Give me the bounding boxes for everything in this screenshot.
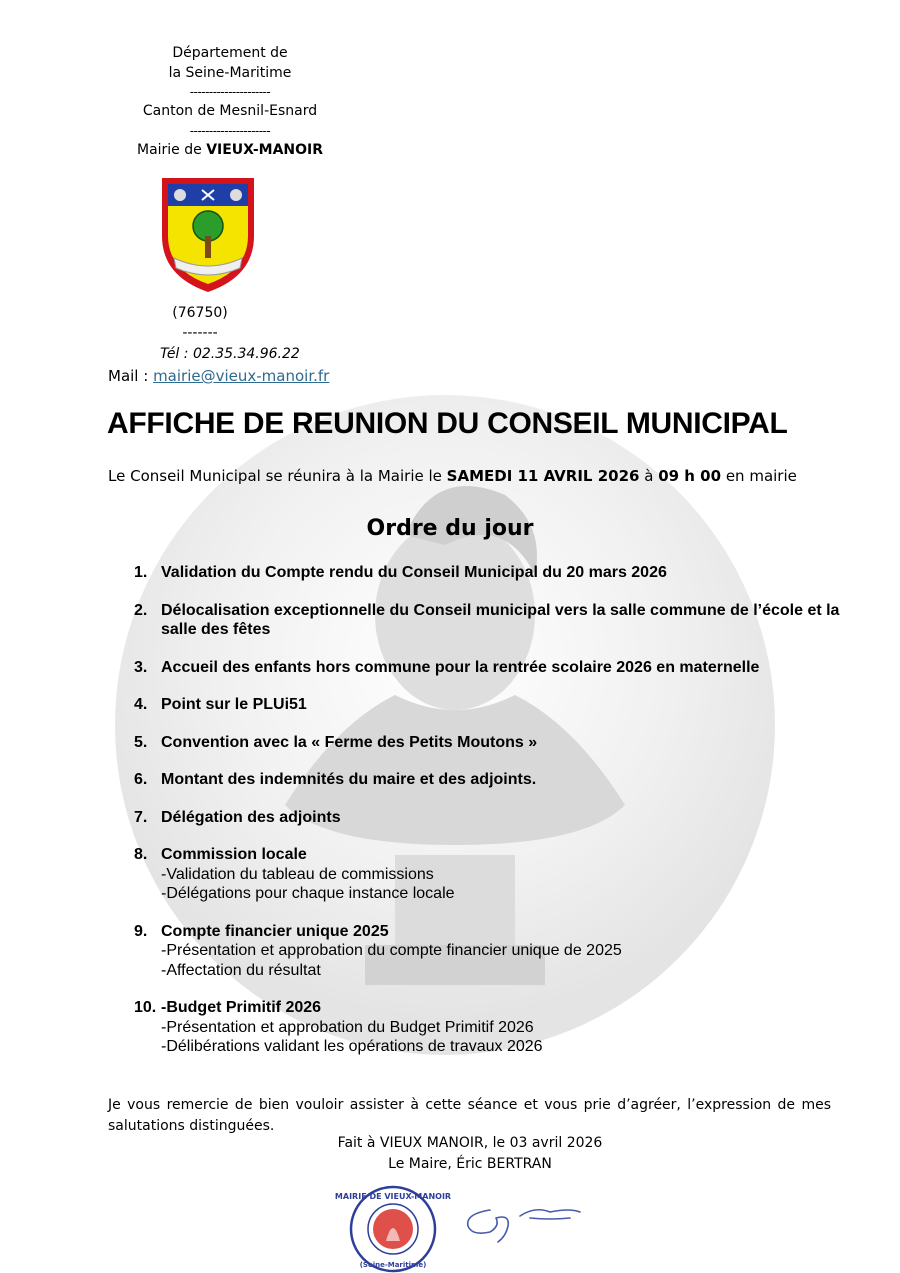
agenda-heading: Ordre du jour <box>366 516 534 541</box>
coat-of-arms-icon <box>160 176 256 294</box>
signoff-block <box>300 1133 640 1175</box>
phone-number: Tél : 02.35.34.96.22 <box>160 346 300 362</box>
page-title: AFFICHE DE REUNION DU CONSEIL MUNICIPAL <box>107 407 788 440</box>
mairie-line: Mairie de VIEUX-MANOIR <box>136 141 324 158</box>
closing-paragraph: Je vous remercie de bien vouloir assister à cette séance et vous prie d’agréer, l’expression de mes salutations distinguées. <box>108 1097 831 1134</box>
meeting-date: SAMEDI 11 AVRIL 2026 <box>446 467 640 485</box>
agenda-subitem: -Présentation et approbation du Budget Primitif 2026 <box>161 1018 534 1036</box>
agenda-subitem: -Validation du tableau de commissions <box>161 865 434 883</box>
agenda-item: 7. Délégation des adjoints <box>134 808 341 826</box>
agenda-item: 10. -Budget Primitif 2026 -Présentation et approbation du Budget Primitif 2026 -Délibérations validant les opérations de travaux 2026 <box>130 998 850 1057</box>
postal-code: (76750) <box>172 305 228 321</box>
letterhead <box>100 44 360 160</box>
official-stamp-icon <box>334 1185 452 1273</box>
signer-name: Le Maire, Éric BERTRAN <box>388 1156 552 1172</box>
mail-link[interactable]: mairie@vieux-manoir.fr <box>153 367 330 385</box>
agenda-item: 2. Délocalisation exceptionnelle du Conseil municipal vers la salle commune de l’école et la salle des fêtes <box>134 601 840 638</box>
mail-line <box>108 367 329 385</box>
agenda-item: 1. Validation du Compte rendu du Conseil Municipal du 20 mars 2026 <box>134 564 667 581</box>
agenda-subitem: -Affectation du résultat <box>161 961 321 979</box>
agenda-item: 3. Accueil des enfants hors commune pour la rentrée scolaire 2026 en maternelle <box>134 658 760 676</box>
meeting-intro: Le Conseil Municipal se réunira à la Mairie le SAMEDI 11 AVRIL 2026 à 09 h 00 en mairie <box>108 467 797 485</box>
svg-text:MAIRIE DE VIEUX-MANOIR: MAIRIE DE VIEUX-MANOIR <box>334 1192 452 1201</box>
place-date: Fait à VIEUX MANOIR, le 03 avril 2026 <box>337 1135 603 1151</box>
postal-dashes: ------- <box>182 325 218 341</box>
agenda-item: 9. Compte financier unique 2025 -Présentation et approbation du compte financier unique de 2025 -Affectation du résultat <box>130 922 850 981</box>
department-line-1: Département de <box>172 45 288 61</box>
canton-line: Canton de Mesnil-Esnard <box>142 103 318 119</box>
agenda-subitem: -Délibérations validant les opérations de travaux 2026 <box>161 1038 543 1055</box>
agenda-item: 5. Convention avec la « Ferme des Petits Moutons » <box>134 733 538 751</box>
mayor-signature <box>460 1196 585 1248</box>
agenda-item: 6. Montant des indemnités du maire et des adjoints. <box>134 771 537 788</box>
meeting-time: 09 h 00 <box>658 467 722 485</box>
town-name: VIEUX-MANOIR <box>206 141 324 158</box>
postal-block <box>160 303 240 343</box>
agenda-item: 8. Commission locale -Validation du tableau de commissions -Délégations pour chaque instance locale <box>130 845 850 904</box>
svg-text:(Seine-Maritime): (Seine-Maritime) <box>359 1261 427 1269</box>
separator-dashes: --------------------- <box>189 123 271 138</box>
separator-dashes: --------------------- <box>189 85 271 99</box>
agenda-subitem: -Présentation et approbation du compte financier unique de 2025 <box>161 942 622 959</box>
mail-label: Mail : <box>108 367 154 385</box>
agenda-item: 4. Point sur le PLUi51 <box>134 696 307 713</box>
department-line-2: la Seine-Maritime <box>168 64 292 81</box>
agenda-list <box>130 563 850 1075</box>
agenda-subitem: -Délégations pour chaque instance locale <box>161 885 455 902</box>
